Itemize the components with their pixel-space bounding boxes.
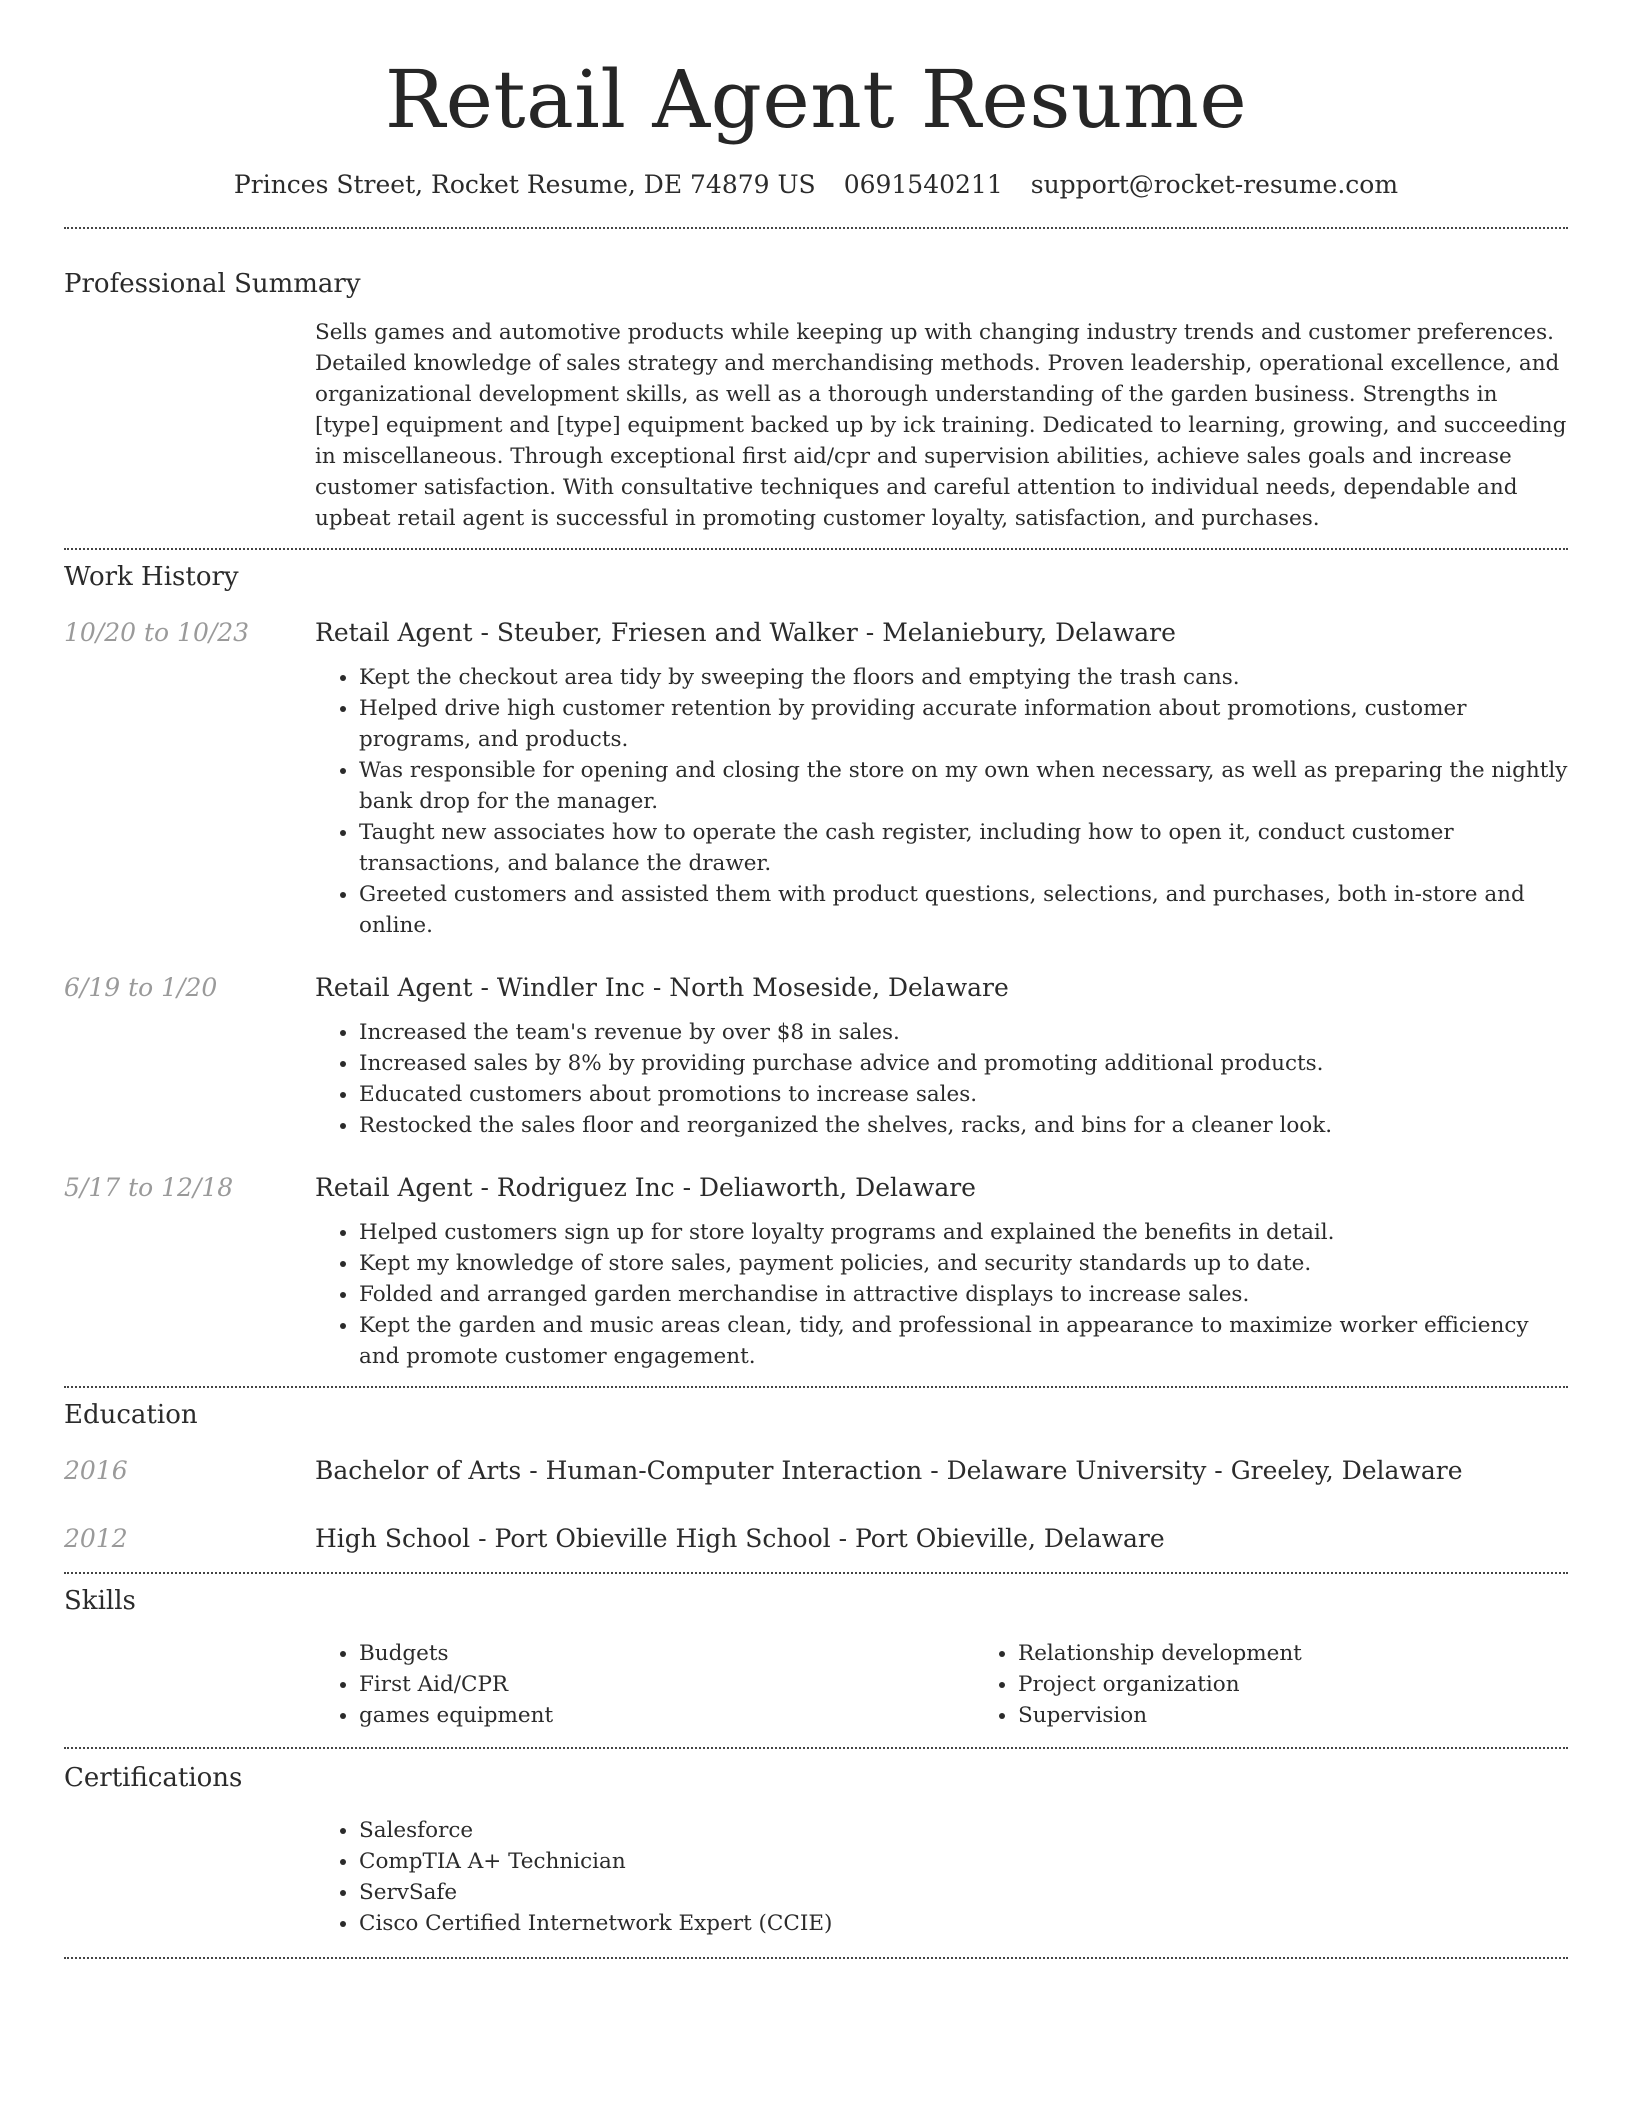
job-dates: 10/20 to 10/23 bbox=[64, 618, 250, 647]
list-item: • Kept the garden and music areas clean, tidy, and professional in appearance to maximize worker efficiency and promote customer engagement. bbox=[359, 1310, 1568, 1372]
skills-left-spacer bbox=[64, 1638, 315, 1731]
divider bbox=[64, 1747, 1568, 1749]
list-item: • Was responsible for opening and closing the store on my own when necessary, as well as preparing the nightly bank drop for the manager. bbox=[359, 755, 1568, 817]
list-item: • Supervision bbox=[1018, 1700, 1632, 1731]
work-heading: Work History bbox=[64, 562, 239, 592]
list-item: • Educated customers about promotions to increase sales. bbox=[359, 1079, 1568, 1110]
education-year: 2012 bbox=[64, 1524, 128, 1553]
job-title: Retail Agent - Windler Inc - North Moseside, Delaware bbox=[315, 973, 1009, 1002]
education-text: Bachelor of Arts - Human-Computer Interaction - Delaware University - Greeley, Delaware bbox=[315, 1456, 1463, 1485]
certifications-items bbox=[315, 1815, 1568, 1939]
job-title: Retail Agent - Rodriguez Inc - Deliaworth, Delaware bbox=[315, 1173, 976, 1202]
resume-title: Retail Agent Resume bbox=[384, 53, 1248, 146]
summary-left-spacer bbox=[64, 317, 315, 534]
list-item: • Kept my knowledge of store sales, payment policies, and security standards up to date. bbox=[359, 1248, 1568, 1279]
education-entry bbox=[64, 1522, 1568, 1556]
list-item: • Restocked the sales floor and reorganized the shelves, racks, and bins for a cleaner look. bbox=[359, 1110, 1568, 1141]
list-item: • Greeted customers and assisted them with product questions, selections, and purchases, both in-store and online. bbox=[359, 879, 1568, 941]
divider bbox=[64, 227, 1568, 229]
education-entry bbox=[64, 1454, 1568, 1488]
resume-page bbox=[64, 0, 1568, 1959]
education-text: High School - Port Obieville High School - Port Obieville, Delaware bbox=[315, 1524, 1165, 1553]
education-heading: Education bbox=[64, 1400, 198, 1430]
list-item: • Helped drive high customer retention by providing accurate information about promotions, customer programs, and products. bbox=[359, 693, 1568, 755]
job-bullets bbox=[315, 1017, 1568, 1141]
contact-phone: 0691540211 bbox=[843, 170, 1003, 199]
list-item: • Taught new associates how to operate the cash register, including how to open it, conduct customer transactions, and balance the drawer. bbox=[359, 817, 1568, 879]
job-bullets bbox=[315, 1217, 1568, 1372]
skills-column-1 bbox=[315, 1638, 974, 1731]
skills-column-2 bbox=[974, 1638, 1632, 1731]
job-bullets bbox=[315, 662, 1568, 941]
list-item: • ServSafe bbox=[359, 1877, 1568, 1908]
skills-heading: Skills bbox=[64, 1586, 136, 1616]
summary-heading: Professional Summary bbox=[64, 269, 361, 299]
list-item: • Increased sales by 8% by providing purchase advice and promoting additional products. bbox=[359, 1048, 1568, 1079]
list-item: • Increased the team's revenue by over $8 in sales. bbox=[359, 1017, 1568, 1048]
divider bbox=[64, 1386, 1568, 1388]
list-item: • Salesforce bbox=[359, 1815, 1568, 1846]
certifications-heading: Certifications bbox=[64, 1763, 243, 1793]
education-year: 2016 bbox=[64, 1456, 128, 1485]
contact-email: support@rocket-resume.com bbox=[1030, 170, 1399, 199]
job-entry bbox=[64, 616, 1568, 941]
job-title: Retail Agent - Steuber, Friesen and Walker - Melaniebury, Delaware bbox=[315, 618, 1176, 647]
certifications-list bbox=[315, 1815, 1568, 1939]
job-entry bbox=[64, 971, 1568, 1141]
list-item: • Kept the checkout area tidy by sweeping the floors and emptying the trash cans. bbox=[359, 662, 1568, 693]
divider bbox=[64, 1957, 1568, 1959]
job-dates: 5/17 to 12/18 bbox=[64, 1173, 234, 1202]
skills-list bbox=[315, 1638, 1632, 1731]
list-item: • Project organization bbox=[1018, 1669, 1632, 1700]
summary-text: Sells games and automotive products while keeping up with changing industry trends and customer preferences. Detailed knowledge of sales strategy and merchandising methods. Proven leadership, operational excellence, and organizational development skills, as well as a thorough understanding of the garden business. Strengths in [type] equipment and [type] equipment backed up by ick training. Dedicated to learning, growing, and succeeding in miscellaneous. Through exceptional first aid/cpr and supervision abilities, achieve sales goals and increase customer satisfaction. With consultative techniques and careful attention to individual needs, dependable and upbeat retail agent is successful in promoting customer loyalty, satisfaction, and purchases. bbox=[315, 320, 1567, 531]
list-item: • CompTIA A+ Technician bbox=[359, 1846, 1568, 1877]
list-item: • Relationship development bbox=[1018, 1638, 1632, 1669]
contact-address: Princes Street, Rocket Resume, DE 74879 US bbox=[233, 170, 816, 199]
list-item: • Cisco Certified Internetwork Expert (CCIE) bbox=[359, 1908, 1568, 1939]
list-item: • Folded and arranged garden merchandise in attractive displays to increase sales. bbox=[359, 1279, 1568, 1310]
job-dates: 6/19 to 1/20 bbox=[64, 973, 218, 1002]
divider bbox=[64, 548, 1568, 550]
divider bbox=[64, 1572, 1568, 1574]
job-entry bbox=[64, 1171, 1568, 1372]
list-item: • Budgets bbox=[359, 1638, 974, 1669]
list-item: • First Aid/CPR bbox=[359, 1669, 974, 1700]
list-item: • Helped customers sign up for store loyalty programs and explained the benefits in detail. bbox=[359, 1217, 1568, 1248]
certifications-left-spacer bbox=[64, 1815, 315, 1939]
contact-line bbox=[64, 168, 1568, 202]
list-item: • games equipment bbox=[359, 1700, 974, 1731]
